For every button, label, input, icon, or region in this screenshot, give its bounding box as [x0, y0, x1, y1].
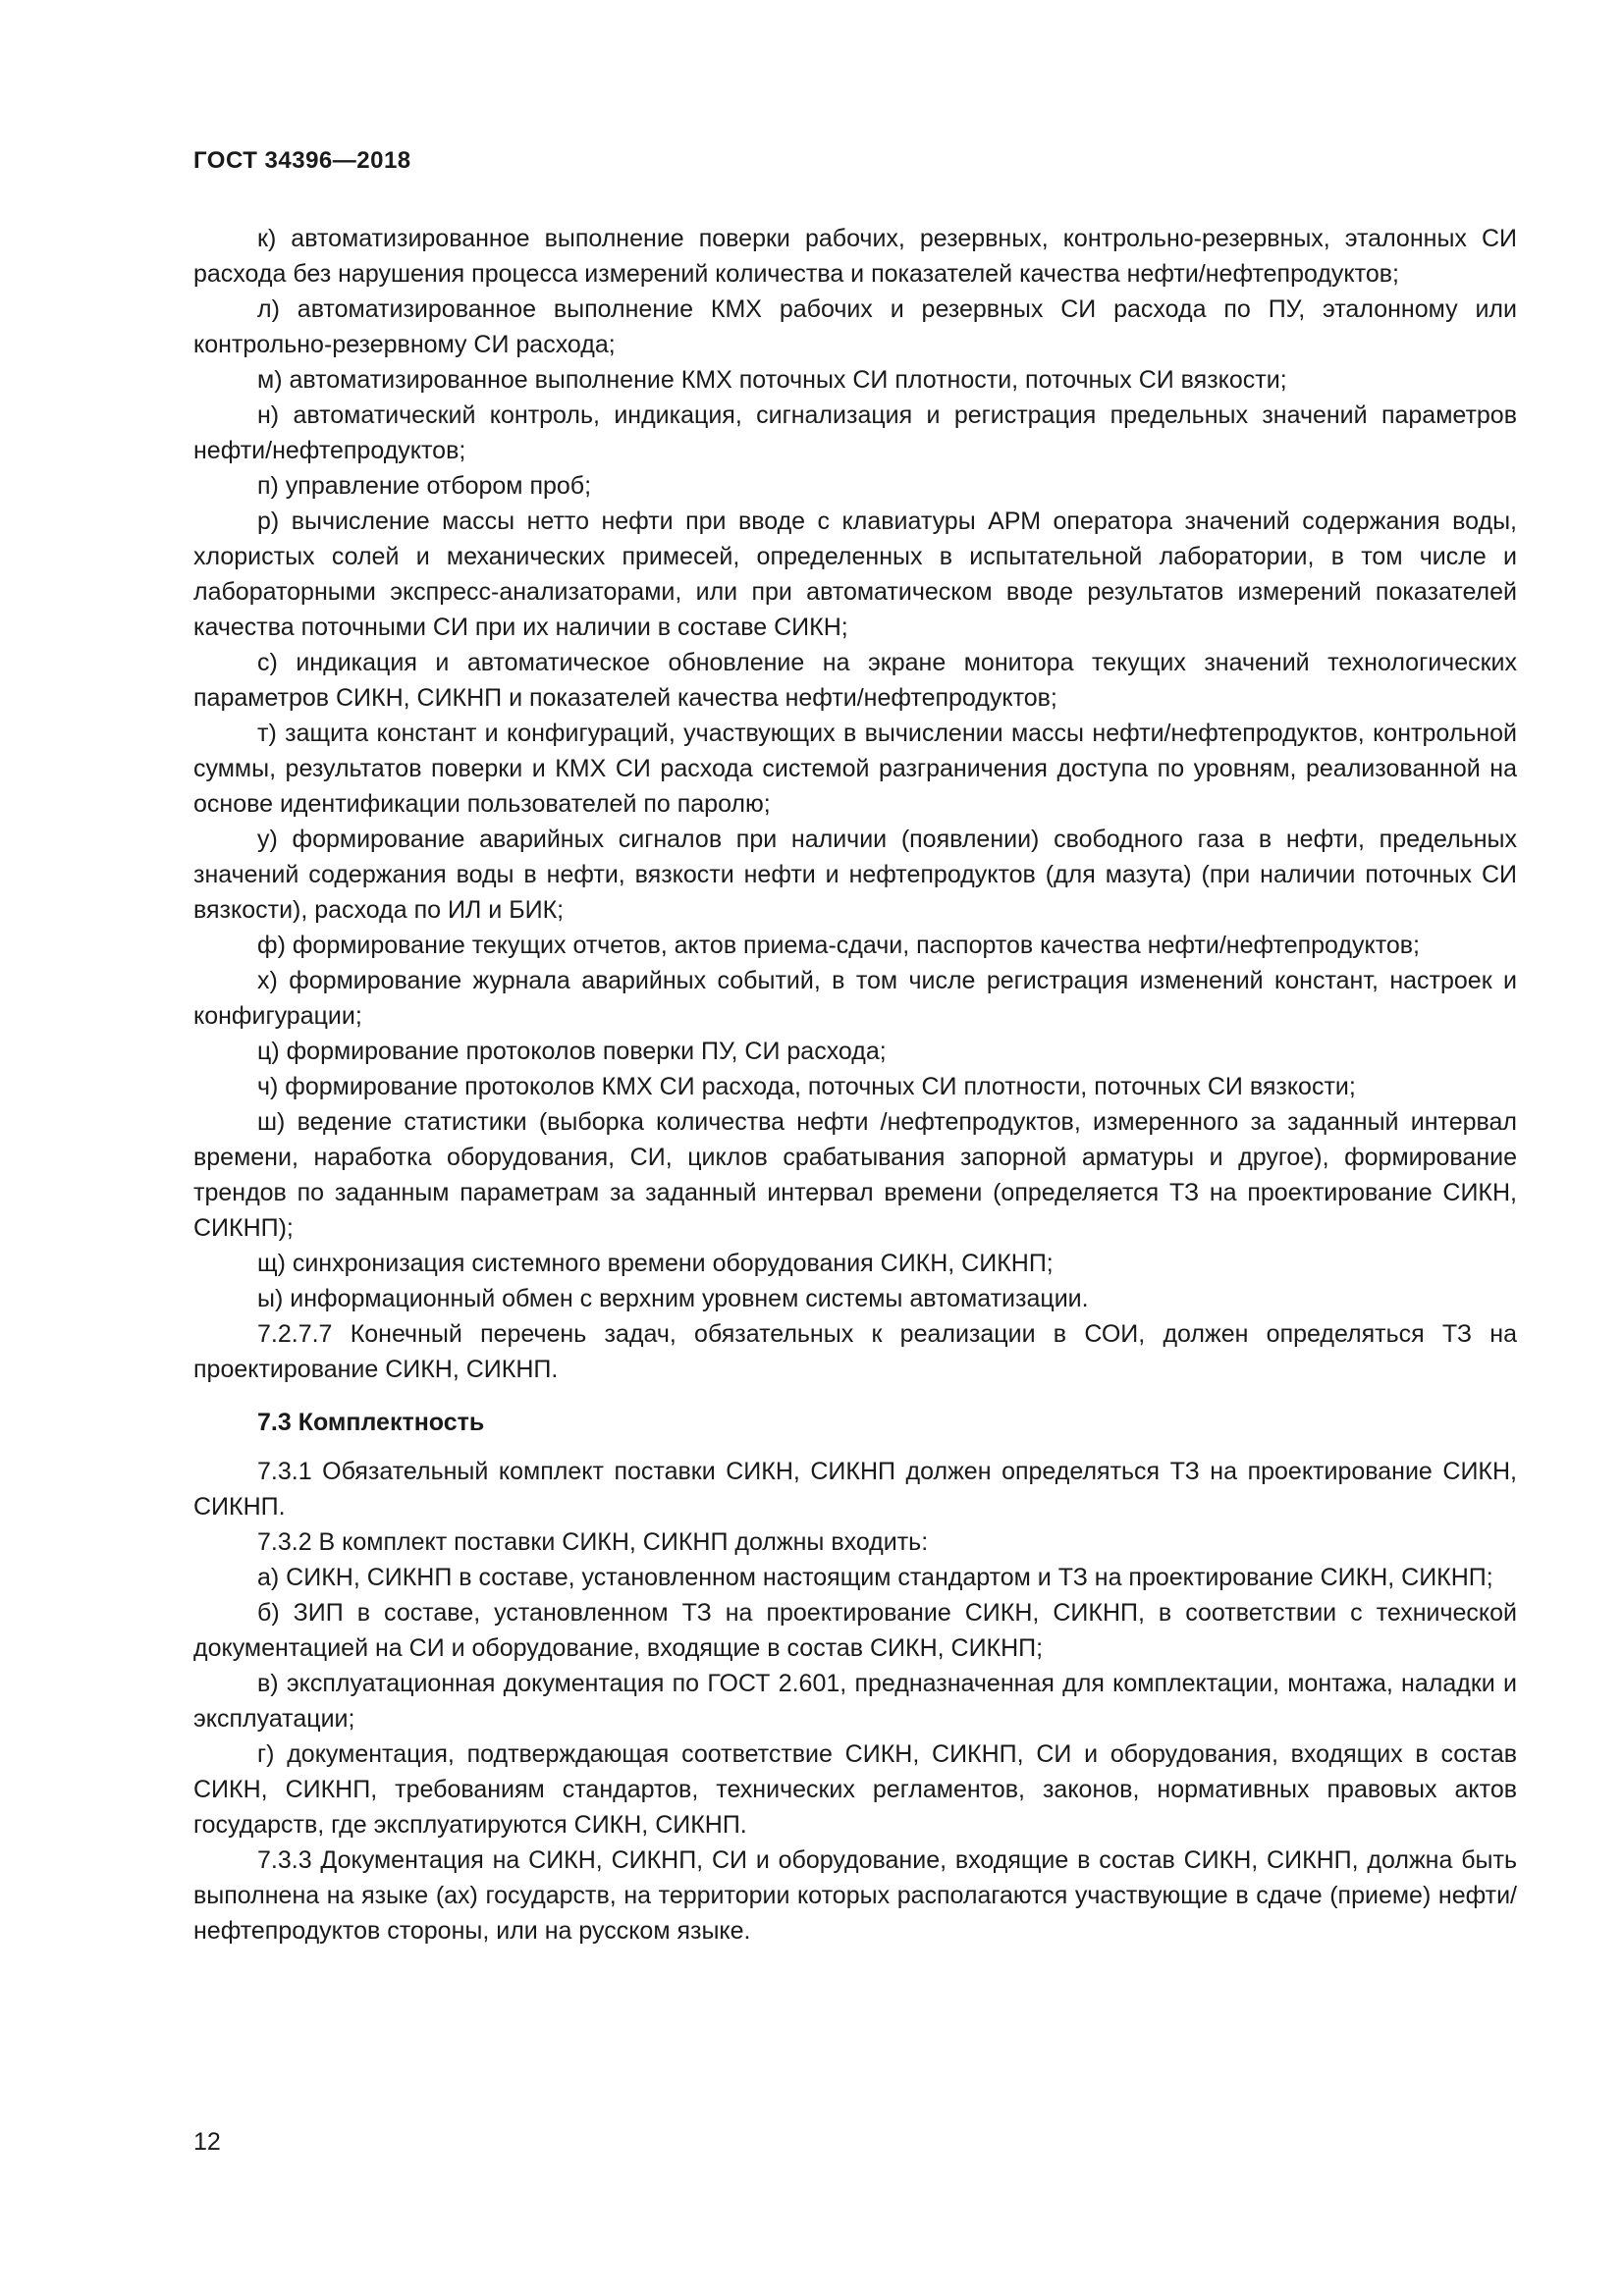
document-header: ГОСТ 34396—2018: [193, 147, 411, 174]
list-item: к) автоматизированное выполнение поверки рабочих, резервных, контрольно-резервных, эталонных СИ расхода без нарушения процесса измерений количества и показателей качества нефти/нефтепродуктов;: [193, 225, 1517, 288]
list-item: ы) информационный обмен с верхним уровнем системы автоматизации.: [257, 1285, 1089, 1312]
list-item: ч) формирование протоколов КМХ СИ расхода, поточных СИ плотности, поточных СИ вязкости;: [257, 1073, 1356, 1100]
clause-paragraph: 7.3.2 В комплект поставки СИКН, СИКНП должны входить:: [257, 1528, 929, 1556]
clause-paragraph: 7.2.7.7 Конечный перечень задач, обязательных к реализации в СОИ, должен определяться ТЗ на проектирование СИКН, СИКНП.: [193, 1320, 1517, 1383]
list-item: а) СИКН, СИКНП в составе, установленном настоящим стандартом и ТЗ на проектирование СИКН, СИКНП;: [257, 1564, 1493, 1591]
list-item: щ) синхронизация системного времени оборудования СИКН, СИКНП;: [257, 1250, 1054, 1277]
list-item: ц) формирование протоколов поверки ПУ, СИ расхода;: [257, 1038, 887, 1065]
list-item: п) управление отбором проб;: [257, 472, 592, 500]
list-item: ф) формирование текущих отчетов, актов приема-сдачи, паспортов качества нефти/нефтепродуктов;: [257, 932, 1420, 959]
list-item: х) формирование журнала аварийных событий, в том числе регистрация изменений констант, настроек и конфигурации;: [193, 967, 1517, 1030]
clause-paragraph: 7.3.3 Документация на СИКН, СИКНП, СИ и оборудование, входящие в состав СИКН, СИКНП, должна быть выполнена на языке (ах) государств, на территории которых располагаются участвующие в сдаче (приеме) нефти/нефтепродуктов стороны, или на русском языке.: [193, 1846, 1517, 1945]
list-item: г) документация, подтверждающая соответствие СИКН, СИКНП, СИ и оборудования, входящих в состав СИКН, СИКНП, требованиям стандартов, технических регламентов, законов, нормативных правовых актов государств, где эксплуатируются СИКН, СИКНП.: [193, 1740, 1517, 1839]
list-item: с) индикация и автоматическое обновление на экране монитора текущих значений технологических параметров СИКН, СИКНП и показателей качества нефти/нефтепродуктов;: [193, 649, 1517, 712]
list-item: т) защита констант и конфигураций, участвующих в вычислении массы нефти/нефтепродуктов, контрольной суммы, результатов поверки и КМХ СИ расхода системой разграничения доступа по уровням, реализованной на основе идентификации пользователей по паролю;: [193, 720, 1517, 818]
document-body: [193, 221, 1517, 1949]
list-item: в) эксплуатационная документация по ГОСТ 2.601, предназначенная для комплектации, монтажа, наладки и эксплуатации;: [193, 1670, 1517, 1733]
list-item: м) автоматизированное выполнение КМХ поточных СИ плотности, поточных СИ вязкости;: [257, 366, 1287, 394]
list-item: н) автоматический контроль, индикация, сигнализация и регистрация предельных значений параметров нефти/нефтепродуктов;: [193, 401, 1517, 464]
list-item: б) ЗИП в составе, установленном ТЗ на проектирование СИКН, СИКНП, в соответствии с технической документацией на СИ и оборудование, входящие в состав СИКН, СИКНП;: [193, 1599, 1517, 1662]
list-item: ш) ведение статистики (выборка количества нефти /нефтепродуктов, измеренного за заданный интервал времени, наработка оборудования, СИ, циклов срабатывания запорной арматуры и другое), формирование трендов по заданным параметрам за заданный интервал времени (определяется ТЗ на проектирование СИКН, СИКНП);: [193, 1108, 1517, 1242]
section-heading: 7.3 Комплектность: [257, 1409, 485, 1436]
page-number: 12: [193, 2128, 221, 2156]
list-item: л) автоматизированное выполнение КМХ рабочих и резервных СИ расхода по ПУ, эталонному или контрольно-резервному СИ расхода;: [193, 295, 1517, 358]
list-item: р) вычисление массы нетто нефти при вводе с клавиатуры АРМ оператора значений содержания воды, хлористых солей и механических примесей, определенных в испытательной лаборатории, в том числе и лабораторными экспресс-анализаторами, или при автоматическом вводе результатов измерений показателей качества поточными СИ при их наличии в составе СИКН;: [193, 507, 1517, 641]
list-item: у) формирование аварийных сигналов при наличии (появлении) свободного газа в нефти, предельных значений содержания воды в нефти, вязкости нефти и нефтепродуктов (для мазута) (при наличии поточных СИ вязкости), расхода по ИЛ и БИК;: [193, 826, 1517, 924]
clause-paragraph: 7.3.1 Обязательный комплект поставки СИКН, СИКНП должен определяться ТЗ на проектирование СИКН, СИКНП.: [193, 1458, 1517, 1521]
